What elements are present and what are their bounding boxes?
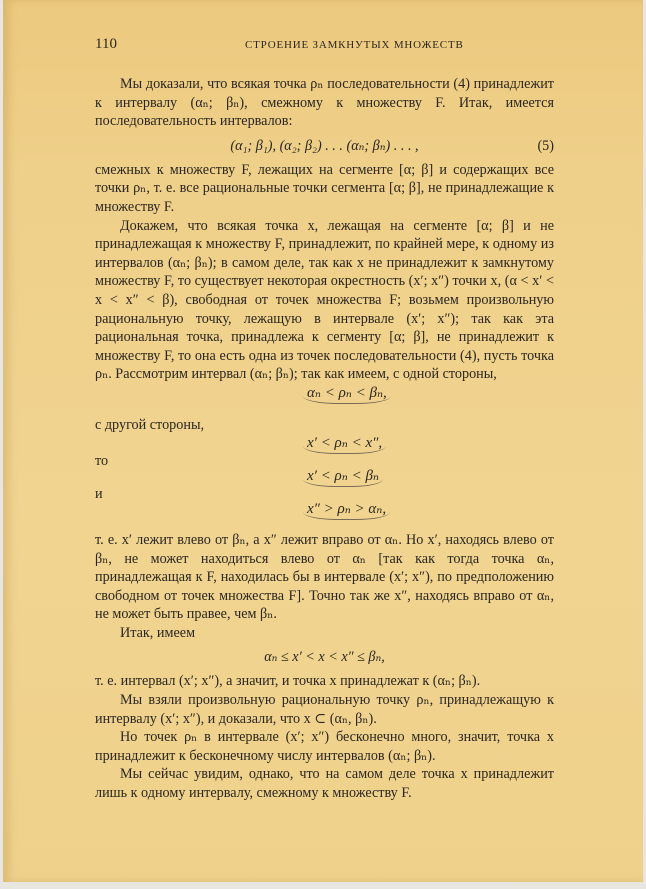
paragraph: т. е. x′ лежит влево от βₙ, а x″ лежит вправо от αₙ. Но x′, находясь влево от βₙ, не может находиться влево от αₙ [так как тогда точка αₙ, принадлежащая к F, находилась бы в интервале (x′; x″), по предположению свободном от точек множества F]. Точно так же x″, находясь вправо от αₙ, не может быть правее, чем βₙ. [95, 531, 554, 623]
page-header [95, 36, 555, 58]
inequality-row [95, 409, 554, 434]
paragraph: Мы доказали, что всякая точка ρₙ последовательности (4) принадлежит к интервалу (αₙ; βₙ), смежному к множеству F. Итак, имеется последовательность интервалов: [95, 76, 554, 130]
inequality: x′ < ρₙ < βₙ [303, 467, 383, 487]
inequality-label: с другой стороны, [95, 416, 205, 433]
formula-text: (α₁; β₁), (α₂; β₂) . . . (αₙ; βₙ) . . . , [230, 137, 419, 154]
equation-number: (5) [537, 137, 554, 154]
inequality-row [95, 384, 554, 409]
inequality: αₙ < ρₙ < βₙ, [303, 384, 391, 404]
inequality-row [95, 500, 554, 525]
inequality-label: то [95, 452, 109, 469]
paragraph: Но точек ρₙ в интервале (x′; x″) бесконечно много, значит, точка x принадлежит к бесконечному числу интервалов (αₙ; βₙ). [95, 729, 554, 764]
formula-5 [95, 134, 554, 158]
inequality-row [95, 434, 554, 469]
paragraph: т. е. интервал (x′; x″), а значит, и точка x принадлежат к (αₙ; βₙ). [95, 673, 481, 690]
formula-6 [95, 645, 554, 669]
paragraph: Итак, имеем [120, 624, 196, 641]
running-title: СТРОЕНИЕ ЗАМКНУТЫХ МНОЖЕСТВ [245, 39, 464, 51]
paragraph: Докажем, что всякая точка x, лежащая на сегменте [α; β] и не принадлежащая к множеству F, принадлежит, по крайней мере, к одному из интервалов (αₙ; βₙ); в самом деле, так как x не принадлежит к замкнутому множеству F, то существует некоторая окрестность (x′; x″) точки x, (α < x′ < x < x″ < β), свободная от точек множества F; возьмем произвольную рациональную точку, лежащую в интервале (x′; x″); так как эта рациональная точка, принадлежа к сегменту [α; β], не принадлежит к множеству F, то она есть одна из точек последовательности (4), пусть точка ρₙ. Рассмотрим интервал (αₙ; βₙ); так как имеем, с одной стороны, [95, 217, 554, 383]
page-body [95, 75, 554, 803]
paragraph: Мы взяли произвольную рациональную точку ρₙ, принадлежащую к интервалу (x′; x″), и доказали, что x ⊂ (αₙ, βₙ). [95, 692, 554, 727]
inequality-label: и [95, 485, 103, 502]
book-page [3, 0, 643, 882]
inequality: x″ > ρₙ > αₙ, [303, 500, 390, 520]
inequality: x′ < ρₙ < x″, [303, 434, 386, 454]
page-number: 110 [95, 36, 117, 52]
inequality-row [95, 467, 554, 502]
paragraph: Мы сейчас увидим, однако, что на самом деле точка x принадлежит лишь к одному интервалу, смежному к множеству F. [95, 766, 554, 802]
formula-text: αₙ ≤ x′ < x < x″ ≤ βₙ, [264, 649, 385, 666]
paragraph: смежных к множеству F, лежащих на сегменте [α; β] и содержащих все точки ρₙ, т. е. все рациональные точки сегмента [α; β], не принадлежащие к множеству F. [95, 161, 554, 215]
